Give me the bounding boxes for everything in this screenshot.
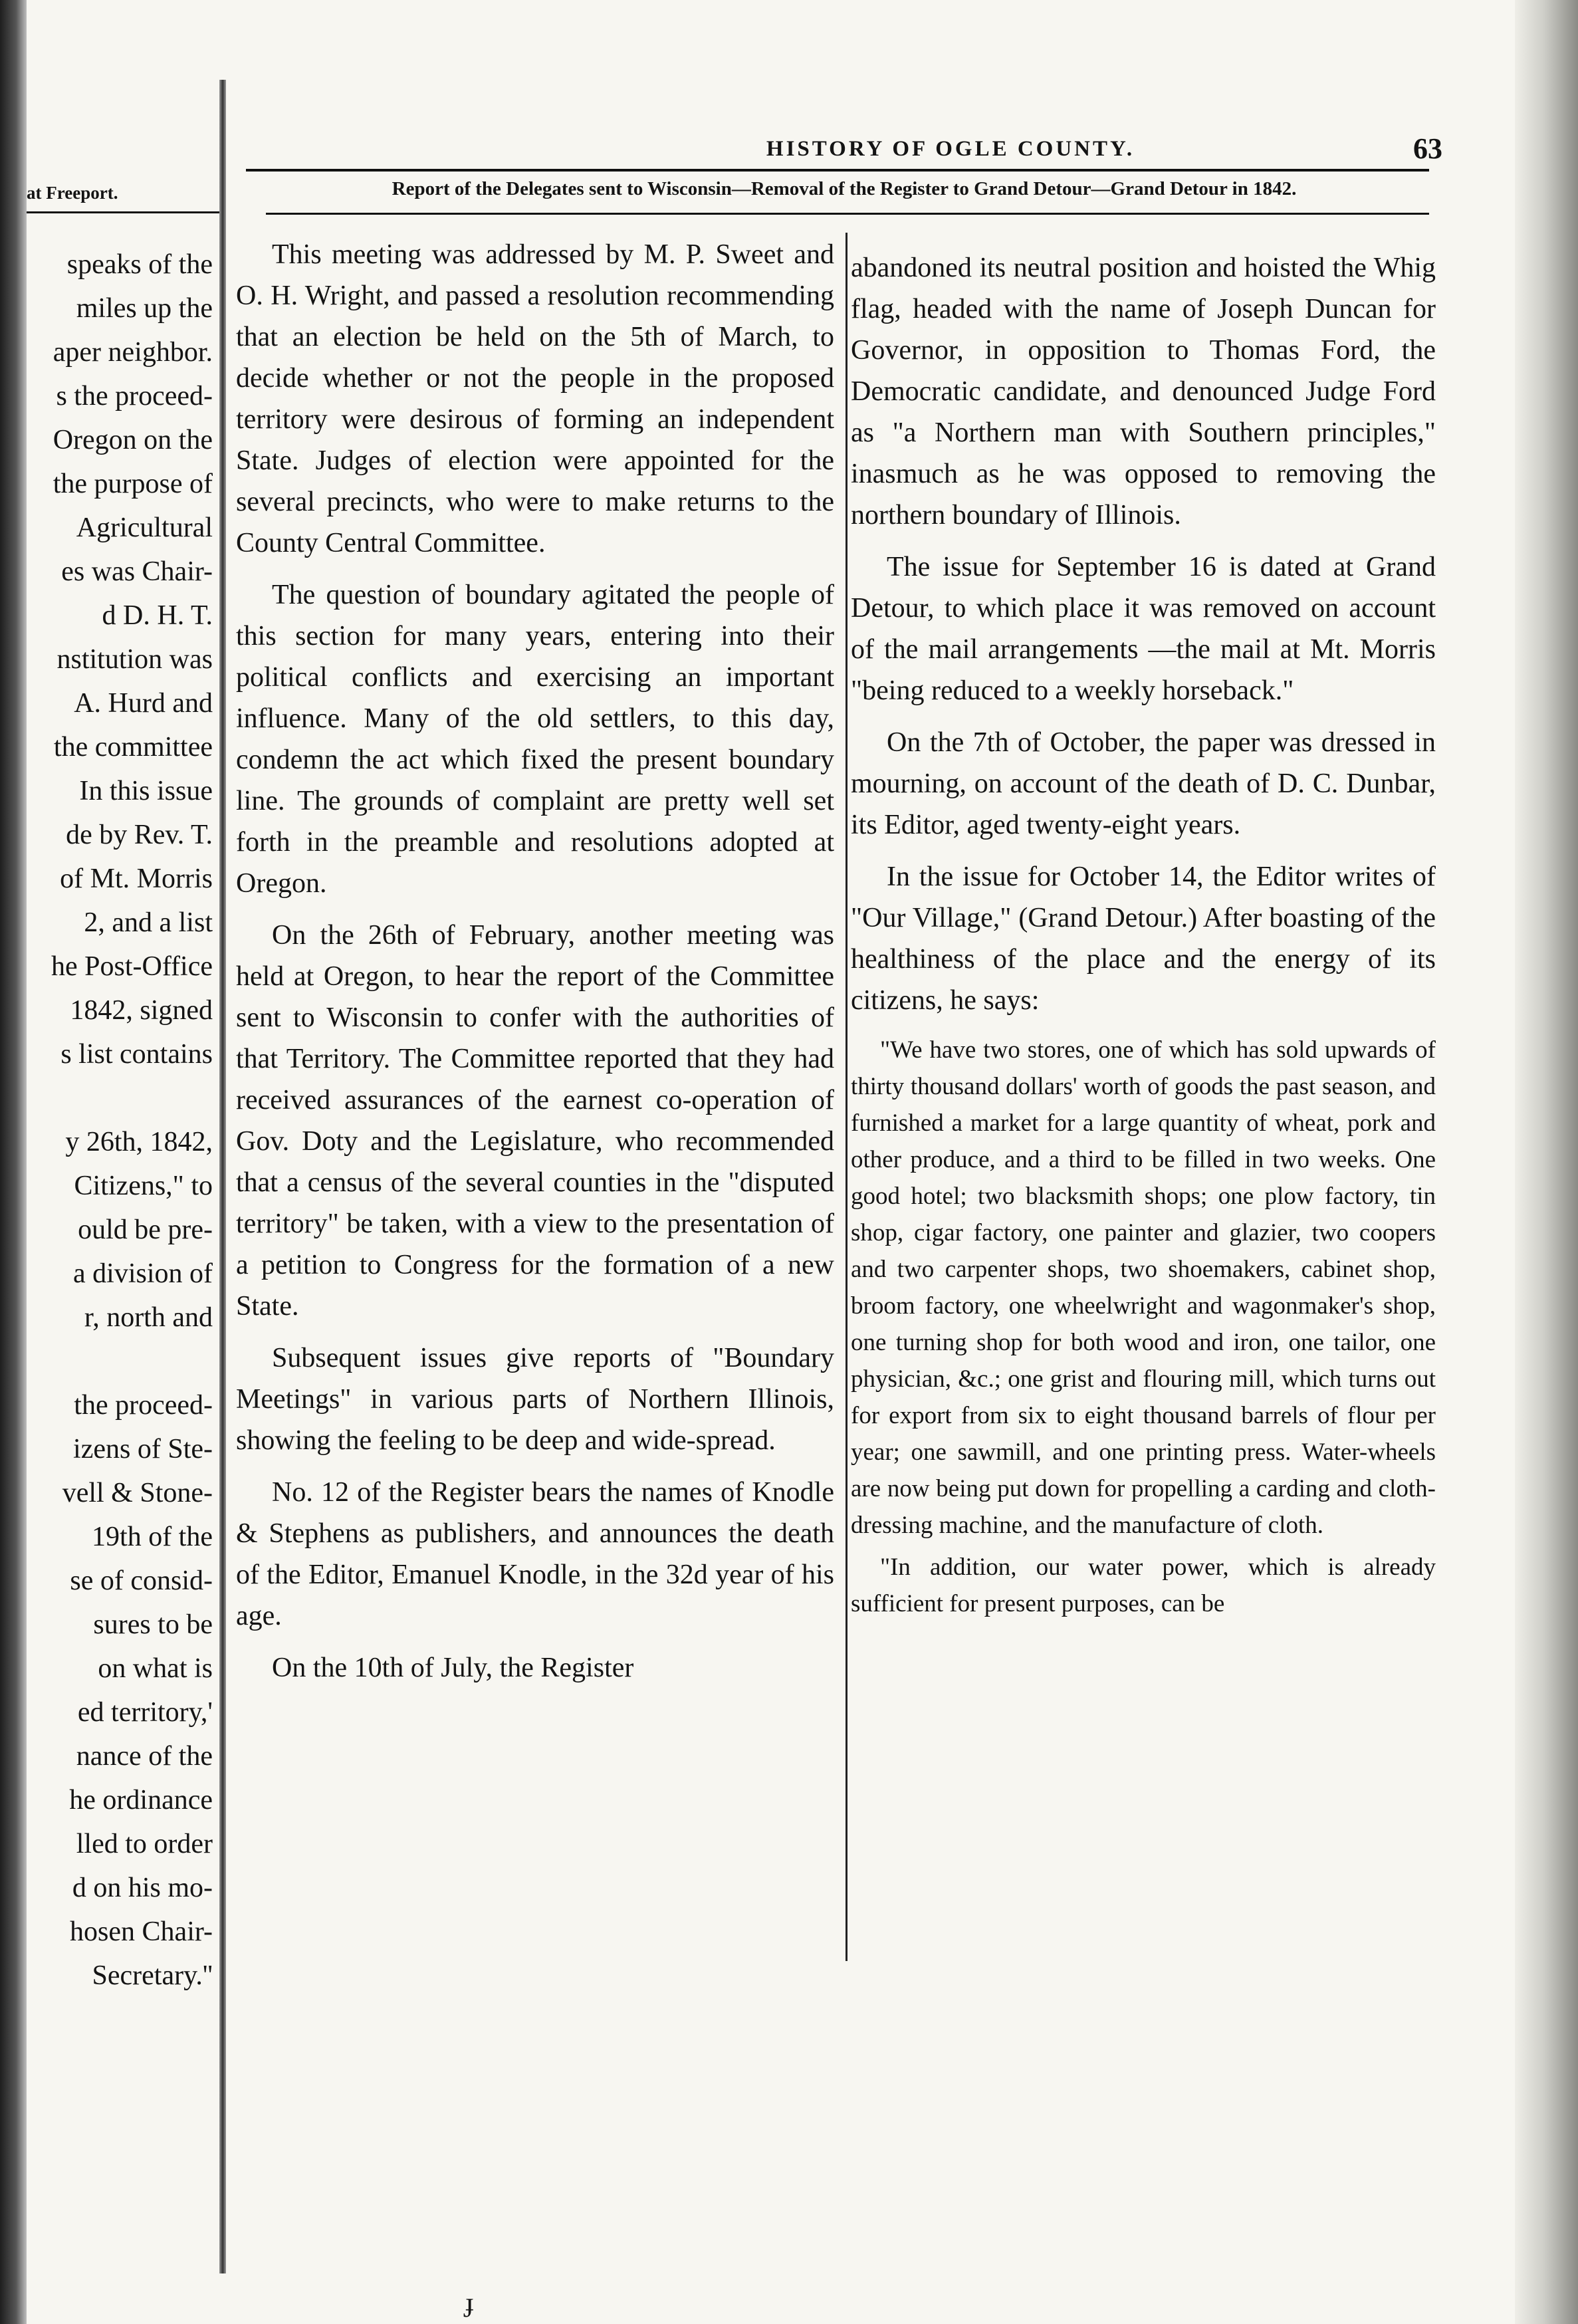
- previous-page-line: y 26th, 1842,: [65, 1127, 213, 1157]
- previous-page-line: aper neighbor.: [53, 337, 213, 368]
- paragraph: Subsequent issues give reports of "Boundary Meetings" in various parts of Northern Illinois, showing the feeling to be deep and wide-spread.: [236, 1343, 834, 1456]
- main-page: [226, 0, 1516, 2324]
- previous-page-line: Secretary.'': [92, 1960, 213, 1991]
- book-title: HISTORY OF OGLE COUNTY.: [766, 137, 1135, 161]
- previous-page-line: Agricultural: [76, 513, 213, 543]
- previous-page-line: nstitution was: [56, 644, 213, 675]
- previous-page-line: sures to be: [93, 1609, 213, 1640]
- bottom-mark: ɟ: [465, 2287, 475, 2317]
- previous-page-line: A. Hurd and: [74, 688, 213, 719]
- previous-page-line: vell & Stone-: [62, 1478, 213, 1508]
- previous-page-line: on what is: [98, 1653, 213, 1684]
- page-gutter: [219, 80, 226, 2273]
- paragraph: The question of boundary agitated the people of this section for many years, entering into their political conflicts and exercising an important influence. Many of the old settlers, to this day, condemn the act which fixed the present boundary line. The grounds of complaint are pretty well set forth in the preamble and resolutions adopted at Oregon.: [236, 580, 834, 899]
- previous-page-line: of Mt. Morris: [60, 864, 213, 894]
- previous-page-line: lled to order: [76, 1829, 213, 1859]
- previous-page-line: de by Rev. T.: [66, 820, 213, 850]
- previous-page-fragment: [27, 0, 219, 2324]
- previous-page-line: 1842, signed: [70, 995, 213, 1026]
- previous-page-line: the proceed-: [74, 1390, 213, 1421]
- previous-page-line: he ordinance: [69, 1785, 213, 1815]
- paragraph: No. 12 of the Register bears the names of Knodle & Stephens as publishers, and announces the death of the Editor, Emanuel Knodle, in the 32d year of his age.: [236, 1477, 834, 1631]
- previous-page-line: the purpose of: [53, 469, 213, 499]
- previous-page-line: In this issue: [79, 776, 213, 806]
- page-number: 63: [1413, 132, 1442, 165]
- previous-page-line: ed territory,': [77, 1697, 213, 1728]
- previous-page-line: Citizens," to: [74, 1171, 213, 1201]
- previous-page-line: [27, 1339, 213, 1383]
- previous-page-line: nance of the: [76, 1741, 213, 1772]
- block-quote: "In addition, our water power, which is already sufficient for present purposes, can be: [851, 1554, 1436, 1617]
- previous-page-line: izens of Ste-: [73, 1434, 213, 1464]
- column-rule: [845, 233, 847, 1961]
- paragraph: In the issue for October 14, the Editor writes of "Our Village," (Grand Detour.) After boasting of the healthiness of the place and the energy of its citizens, he says:: [851, 862, 1436, 1016]
- paragraph: On the 10th of July, the Register: [272, 1653, 634, 1683]
- previous-page-rule: [27, 211, 219, 213]
- paragraph: This meeting was addressed by M. P. Sweet and O. H. Wright, and passed a resolution recommending that an election be held on the 5th of March, to decide whether or not the people in the proposed territory were desirous of forming an independent State. Judges of election were appointed for the several precincts, who were to make returns to the County Central Committee.: [236, 239, 834, 558]
- paragraph: The issue for September 16 is dated at Grand Detour, to which place it was removed on account of the mail arrangements —the mail at Mt. Morris "being reduced to a weekly horseback.": [851, 552, 1436, 706]
- previous-page-line: a division of: [73, 1258, 213, 1289]
- scan-edge-left: [0, 0, 27, 2324]
- previous-page-line: the committee: [53, 732, 213, 762]
- previous-page-line: d D. H. T.: [102, 600, 213, 631]
- block-quote: "We have two stores, one of which has sold upwards of thirty thousand dollars' worth of goods the past season, and furnished a market for a large quantity of wheat, pork and other produce, and a third to be filled in two weeks. One good hotel; two blacksmith shops; one plow factory, tin shop, cigar factory, one painter and glazier, two coopers and two carpenter shops, two shoemakers, cabinet shop, broom factory, one wheelwright and wagonmaker's shop, one turning shop for both wood and iron, one tailor, one physician, &c.; one grist and flouring mill, which turns out for export from six to eight thousand barrels of flour per year; one sawmill, and one printing press. Water-wheels are now being put down for propelling a carding and cloth-dressing machine, and the manufacture of cloth.: [851, 1036, 1436, 1539]
- previous-page-line: s the proceed-: [56, 381, 213, 411]
- paragraph-continuation: abandoned its neutral position and hoisted the Whig flag, headed with the name of Joseph Duncan for Governor, in opposition to Thomas Ford, the Democratic candidate, and denounced Judge Ford as "a Northern man with Southern principles," inasmuch as he was opposed to removing the northern boundary of Illinois.: [851, 253, 1436, 530]
- page-summary: Report of the Delegates sent to Wisconsin—Removal of the Register to Grand Detour—Grand Detour in 1842.: [392, 178, 1297, 199]
- right-column: [851, 247, 1436, 1627]
- previous-page-line: s list contains: [60, 1039, 213, 1070]
- previous-page-line: ould be pre-: [78, 1215, 213, 1245]
- previous-page-line: [27, 1076, 213, 1120]
- left-column: [236, 234, 834, 1699]
- previous-page-line: es was Chair-: [61, 556, 213, 587]
- previous-page-line: he Post-Office: [51, 951, 213, 982]
- paragraph: On the 7th of October, the paper was dressed in mourning, on account of the death of D. C. Dunbar, its Editor, aged twenty-eight years.: [851, 727, 1436, 840]
- scan-edge-right: [1515, 0, 1578, 2324]
- previous-page-text: [27, 243, 213, 1998]
- previous-page-line: d on his mo-: [72, 1873, 213, 1903]
- previous-page-line: hosen Chair-: [70, 1917, 213, 1947]
- previous-page-line: miles up the: [76, 293, 213, 324]
- previous-page-header: at Freeport.: [27, 183, 118, 203]
- previous-page-line: r, north and: [84, 1302, 213, 1333]
- previous-page-line: Oregon on the: [53, 425, 213, 455]
- running-head: [246, 132, 1442, 172]
- previous-page-line: speaks of the: [66, 249, 213, 280]
- summary-rule: [266, 213, 1429, 215]
- paragraph: On the 26th of February, another meeting was held at Oregon, to hear the report of the Committee sent to Wisconsin to confer with the authorities of that Territory. The Committee reported that they had received assurances of the earnest co-operation of Gov. Doty and the Legislature, who recommended that a census of the several counties in the "disputed territory" be taken, with a view to the presentation of a petition to Congress for the formation of a new State.: [236, 920, 834, 1322]
- previous-page-line: 19th of the: [92, 1522, 213, 1552]
- previous-page-line: 2, and a list: [84, 907, 213, 938]
- previous-page-line: se of consid-: [70, 1566, 213, 1596]
